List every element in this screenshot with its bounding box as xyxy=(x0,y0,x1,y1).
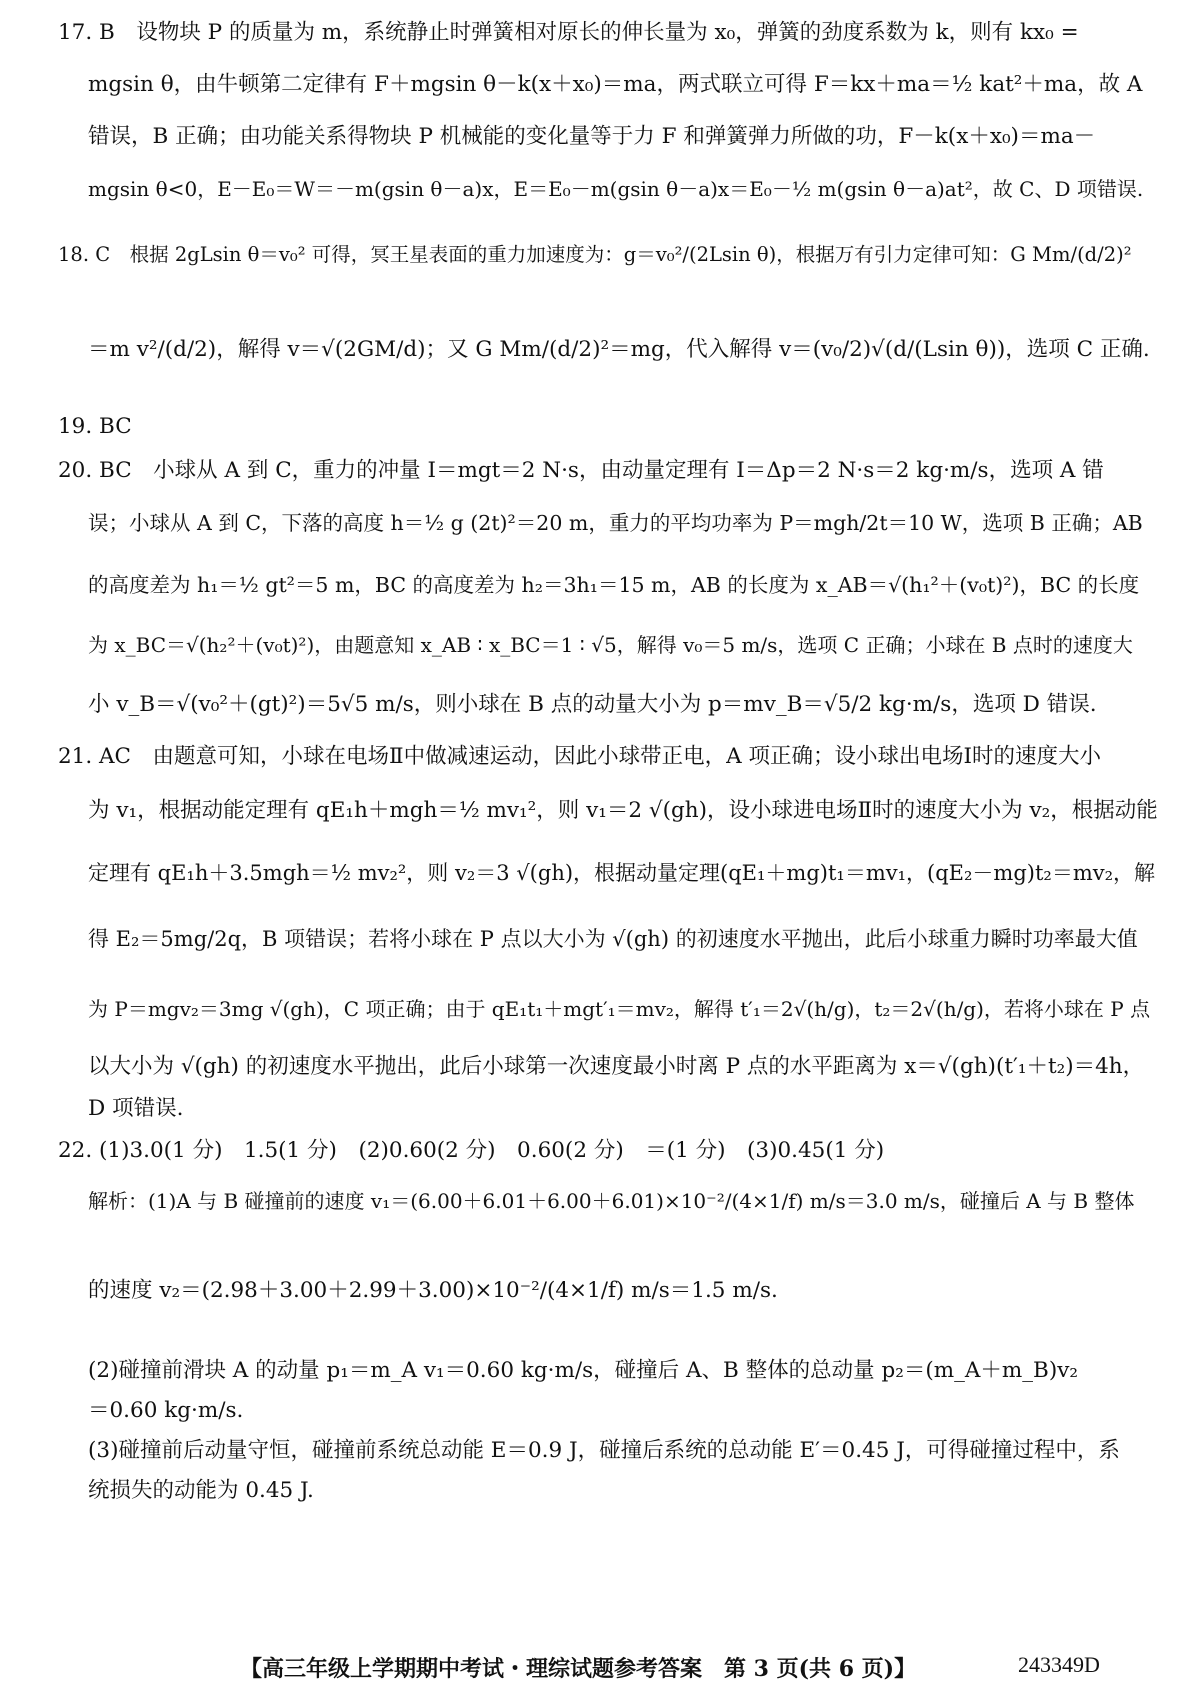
text-line-q17-4: mgsin θ<0，E－E₀＝W＝－m(gsin θ－a)x，E＝E₀－m(gsin θ－a)x＝E₀－½ m(gsin θ－a)at²，故 C、D 项错误. xyxy=(88,177,1144,201)
text-line-q19: 19. BC xyxy=(58,414,132,439)
text-line-q20-3: 的高度差为 h₁＝½ gt²＝5 m，BC 的高度差为 h₂＝3h₁＝15 m，AB 的长度为 x_AB＝√(h₁²＋(v₀t)²)，BC 的长度 xyxy=(88,573,1140,597)
text-line-q21-6: 以大小为 √(gh) 的初速度水平抛出，此后小球第一次速度最小时离 P 点的水平距离为 x＝√(gh)(t′₁＋t₂)＝4h， xyxy=(88,1054,1145,1079)
text-line-q21-3: 定理有 qE₁h＋3.5mgh＝½ mv₂²，则 v₂＝3 √(gh)，根据动量定理(qE₁＋mg)t₁＝mv₁，(qE₂－mg)t₂＝mv₂，解 xyxy=(88,861,1156,885)
text-line-q21-7: D 项错误. xyxy=(88,1096,184,1121)
page-footer: 【高三年级上学期期中考试・理综试题参考答案 第 3 页(共 6 页)】 xyxy=(240,1656,917,1682)
text-line-q20-1: 20. BC 小球从 A 到 C，重力的冲量 I＝mgt＝2 N·s，由动量定理有 I＝Δp＝2 N·s＝2 kg·m/s，选项 A 错 xyxy=(58,458,1104,483)
text-line-q22-analysis-3: (2)碰撞前滑块 A 的动量 p₁＝m_A v₁＝0.60 kg·m/s，碰撞后 A、B 整体的总动量 p₂＝(m_A＋m_B)v₂ xyxy=(88,1358,1078,1383)
text-line-q21-5: 为 P＝mgv₂＝3mg √(gh)，C 项正确；由于 qE₁t₁＋mgt′₁＝mv₂，解得 t′₁＝2√(h/g)，t₂＝2√(h/g)，若将小球在 P 点 xyxy=(88,997,1151,1021)
text-line-q20-2: 误；小球从 A 到 C，下落的高度 h＝½ g (2t)²＝20 m，重力的平均功率为 P＝mgh/2t＝10 W，选项 B 正确；AB xyxy=(88,511,1143,535)
text-line-q18-2: ＝m v²/(d/2)，解得 v＝√(2GM/d)；又 G Mm/(d/2)²＝mg，代入解得 v＝(v₀/2)√(d/(Lsin θ))，选项 C 正确. xyxy=(88,337,1150,362)
text-line-q21-2: 为 v₁，根据动能定理有 qE₁h＋mgh＝½ mv₁²，则 v₁＝2 √(gh)，设小球进电场Ⅱ时的速度大小为 v₂，根据动能 xyxy=(88,798,1158,823)
text-line-q17-3: 错误，B 正确；由功能关系得物块 P 机械能的变化量等于力 F 和弹簧弹力所做的功，F－k(x＋x₀)＝ma－ xyxy=(88,124,1096,149)
text-line-q21-4: 得 E₂＝5mg/2q，B 项错误；若将小球在 P 点以大小为 √(gh) 的初速度水平抛出，此后小球重力瞬时功率最大值 xyxy=(88,927,1138,951)
text-line-q17-1: 17. B 设物块 P 的质量为 m，系统静止时弹簧相对原长的伸长量为 x₀，弹簧的劲度系数为 k，则有 kx₀ = xyxy=(58,20,1079,45)
document-code: 243349D xyxy=(1018,1652,1100,1677)
text-line-q22-analysis-1: 解析：(1)A 与 B 碰撞前的速度 v₁＝(6.00＋6.01＋6.00＋6.01)×10⁻²/(4×1/f) m/s＝3.0 m/s，碰撞后 A 与 B 整体 xyxy=(88,1189,1135,1213)
text-line-q22-analysis-4: ＝0.60 kg·m/s. xyxy=(88,1398,244,1423)
answer-key-page xyxy=(58,0,1158,1706)
text-line-q22-answer: 22. (1)3.0(1 分) 1.5(1 分) (2)0.60(2 分) 0.60(2 分) ＝(1 分) (3)0.45(1 分) xyxy=(58,1138,885,1163)
text-line-q22-analysis-6: 统损失的动能为 0.45 J. xyxy=(88,1478,314,1503)
text-line-q20-4: 为 x_BC＝√(h₂²＋(v₀t)²)，由题意知 x_AB ∶ x_BC＝1 ∶ √5，解得 v₀＝5 m/s，选项 C 正确；小球在 B 点时的速度大 xyxy=(88,633,1133,657)
text-line-q22-analysis-2: 的速度 v₂＝(2.98＋3.00＋2.99＋3.00)×10⁻²/(4×1/f) m/s＝1.5 m/s. xyxy=(88,1278,778,1303)
text-line-q18-1: 18. C 根据 2gLsin θ＝v₀² 可得，冥王星表面的重力加速度为：g＝v₀²/(2Lsin θ)，根据万有引力定律可知：G Mm/(d/2)² xyxy=(58,243,1132,266)
text-line-q22-analysis-5: (3)碰撞前后动量守恒，碰撞前系统总动能 E＝0.9 J，碰撞后系统的总动能 E′＝0.45 J，可得碰撞过程中，系 xyxy=(88,1438,1120,1463)
text-line-q20-5: 小 v_B＝√(v₀²＋(gt)²)＝5√5 m/s，则小球在 B 点的动量大小为 p＝mv_B＝√5/2 kg·m/s，选项 D 错误. xyxy=(88,692,1097,717)
text-line-q17-2: mgsin θ，由牛顿第二定律有 F＋mgsin θ－k(x＋x₀)＝ma，两式联立可得 F＝kx＋ma＝½ kat²＋ma，故 A xyxy=(88,72,1143,97)
text-line-q21-1: 21. AC 由题意可知，小球在电场Ⅱ中做减速运动，因此小球带正电，A 项正确；设小球出电场Ⅰ时的速度大小 xyxy=(58,744,1101,769)
